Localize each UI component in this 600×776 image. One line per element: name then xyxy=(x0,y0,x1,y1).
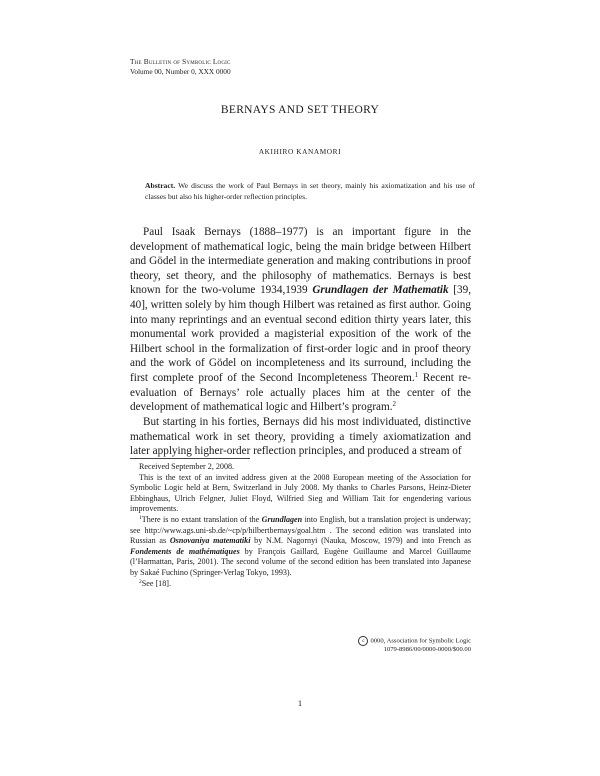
footnote-ref-1[interactable]: 1 xyxy=(414,370,419,379)
journal-volume: Volume 00, Number 0, XXX 0000 xyxy=(130,67,231,76)
footnotes xyxy=(130,462,471,589)
footnote-ref-2[interactable]: 2 xyxy=(392,400,397,409)
fn1-work-3: Fondements de mathématiques xyxy=(130,546,240,556)
abstract-text: We discuss the work of Paul Bernays in set theory, mainly his axiomatization and his use of classes but also his higher-order reflection principles. xyxy=(145,181,476,202)
footnote-2 xyxy=(130,579,471,590)
body-paragraph-2 xyxy=(130,415,471,459)
page-number: 1 xyxy=(297,698,303,708)
p1-text-a: Paul Isaak Bernays (1888–1977) is an important figure in the development of mathematical logic, being the main bridge between Hilbert and Gödel in the intermediate generation and making contributions in proof theory, set theory, and the philosophy of mathematics. Bernays is best known for the two-volume 1934,1939 xyxy=(130,226,471,297)
p1-text-c: Recent re-evaluation of Bernays’ role actually places him at the center of the development of mathematical logic and Hilbert’s program. xyxy=(130,371,471,414)
p2-text: But starting in his forties, Bernays did his most individuated, distinctive mathematical work in set theory, providing a timely axiomatization and later applying higher-order reflection principles, and produced a stream of xyxy=(130,416,471,458)
fn1-text-2: into English, but a translation project is underway; see http://www.ags.uni-sb.de/~cp/p/hilbertbernays/goal.htm . The second edition was translated into Russian as xyxy=(130,514,471,546)
footnote-divider xyxy=(130,458,250,459)
copyright-line-1: 0000, Association for Symbolic Logic xyxy=(370,637,471,645)
fn2-text: See [18]. xyxy=(141,578,171,588)
paper-title: BERNAYS AND SET THEORY xyxy=(220,104,380,116)
p1-text-b: [39, 40], written solely by him though Hilbert was retained as first author. Going into many reprintings and an eventual second edition thirty years later, this monumental work provided a magisterial exposition of the work of the Hilbert school in the formalization of first-order logic and in proof theory and the work of Gödel on incompleteness and its surround, including the first complete proof of the Second Incompleteness Theorem. xyxy=(130,284,471,384)
fn1-text-3: by N.M. Nagornyi (Nauka, Moscow, 1979) and into French as xyxy=(250,536,472,546)
journal-name: The Bulletin of Symbolic Logic xyxy=(130,57,231,66)
copyright-block xyxy=(358,636,471,654)
journal-header xyxy=(130,57,231,77)
fn1-text-1: There is no extant translation of the xyxy=(141,514,262,524)
invited-note: This is the text of an invited address given at the 2008 European meeting of the Association for Symbolic Logic held at Bern, Switzerland in July 2008. My thanks to Charles Parsons, Heinz-Dieter Ebbinghaus, Ulrich Felgner, Juliet Floyd, Wilfried Sieg and William Tait for engendering various improvements. xyxy=(130,472,471,514)
fn1-work-1: Grundlagen xyxy=(261,514,303,524)
footnote-1 xyxy=(130,515,471,579)
received-note: Received September 2, 2008. xyxy=(139,462,235,471)
p1-work-title: Grundlagen der Mathematik xyxy=(312,284,449,297)
footnote-2-mark: 2 xyxy=(139,578,142,585)
fn1-work-2: Osnovaniya matematiki xyxy=(169,536,251,546)
author-name: AKIHIRO KANAMORI xyxy=(258,147,342,156)
abstract-label: Abstract. xyxy=(145,181,176,190)
abstract xyxy=(145,180,475,203)
fn1-text-4: by François Gaillard, Eugène Guillaume and Marcel Guillaume (l’Harmattan, Paris, 2001). The second volume of the second edition has been translated into Japanese by Sakaé Fuchino (Springer-Verlag Tokyo, 1993). xyxy=(130,546,471,577)
copyright-line-2: 1079-8986/00/0000-0000/$00.00 xyxy=(383,646,471,653)
body-paragraph-1 xyxy=(130,225,471,415)
footnote-1-mark: 1 xyxy=(139,514,142,521)
copyright-icon: c xyxy=(358,636,368,646)
